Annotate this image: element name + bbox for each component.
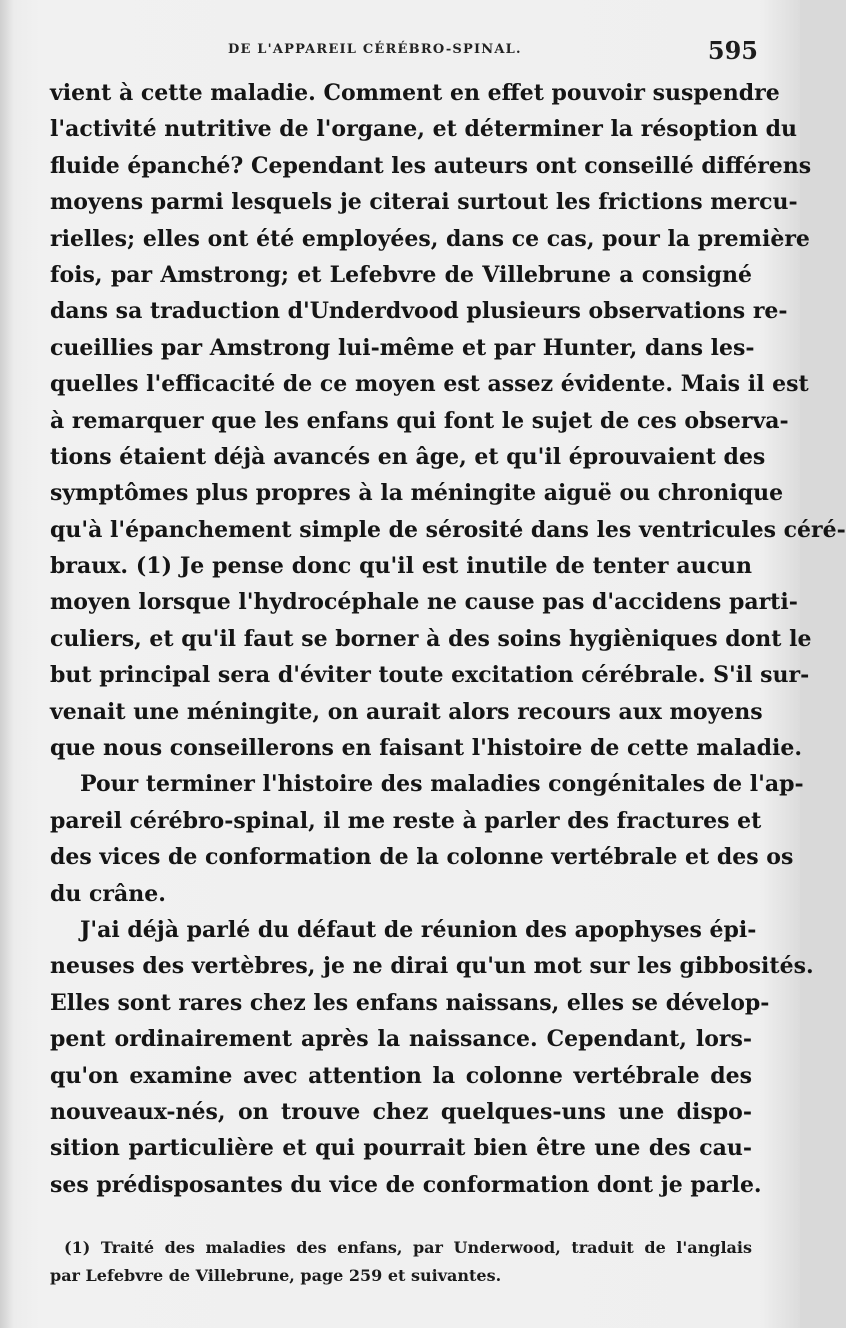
text-line: nouveaux-nés, on trouve chez quelques-uns une dispo- bbox=[50, 1098, 752, 1125]
text-line: Pour terminer l'histoire des maladies congénitales de l'ap- bbox=[80, 771, 804, 798]
text-line: vient à cette maladie. Comment en effet pouvoir suspendre bbox=[50, 80, 780, 106]
text-line: qu'à l'épanchement simple de sérosité dans les ventricules céré- bbox=[50, 516, 846, 543]
text-line: fois, par Amstrong; et Lefebvre de Villebrune a consigné bbox=[50, 261, 752, 288]
text-line: du crâne. bbox=[50, 880, 166, 907]
text-line: sition particulière et qui pourrait bien être une des cau- bbox=[50, 1135, 752, 1162]
text-line: pareil cérébro-spinal, il me reste à parler des fractures et bbox=[50, 807, 762, 834]
text-line: rielles; elles ont été employées, dans ce cas, pour la première bbox=[50, 225, 810, 252]
text-line: que nous conseillerons en faisant l'histoire de cette maladie. bbox=[50, 735, 802, 762]
text-line: J'ai déjà parlé du défaut de réunion des apophyses épi- bbox=[80, 916, 757, 943]
text-line: neuses des vertèbres, je ne dirai qu'un mot sur les gibbosités. bbox=[50, 953, 814, 980]
text-line: Elles sont rares chez les enfans naissans, elles se dévelop- bbox=[50, 989, 770, 1016]
text-line: cueillies par Amstrong lui-même et par Hunter, dans les- bbox=[50, 334, 755, 361]
running-head: DE L'APPAREIL CÉRÉBRO-SPINAL. bbox=[228, 42, 522, 57]
text-line: symptômes plus propres à la méningite aiguë ou chronique bbox=[50, 480, 784, 507]
page-number: 595 bbox=[707, 36, 758, 65]
text-line: quelles l'efficacité de ce moyen est assez évidente. Mais il est bbox=[50, 371, 809, 398]
footnote-line: (1) Traité des maladies des enfans, par Underwood, traduit de l'anglais bbox=[64, 1238, 752, 1257]
text-line: tions étaient déjà avancés en âge, et qu'il éprouvaient des bbox=[50, 443, 766, 470]
text-line: culiers, et qu'il faut se borner à des soins hygièniques dont le bbox=[50, 625, 812, 652]
page-header bbox=[50, 34, 762, 68]
text-line: venait une méningite, on aurait alors recours aux moyens bbox=[50, 698, 763, 725]
text-line: moyen lorsque l'hydrocéphale ne cause pas d'accidens parti- bbox=[50, 589, 798, 616]
text-line: moyens parmi lesquels je citerai surtout les frictions mercu- bbox=[50, 189, 798, 216]
footnotes bbox=[50, 1234, 752, 1290]
text-line: but principal sera d'éviter toute excitation cérébrale. S'il sur- bbox=[50, 662, 810, 689]
text-line: des vices de conformation de la colonne vertébrale et des os bbox=[50, 844, 794, 871]
body-text bbox=[50, 75, 846, 1203]
text-line: pent ordinairement après la naissance. Cependant, lors- bbox=[50, 1026, 752, 1053]
text-line: dans sa traduction d'Underdvood plusieurs observations re- bbox=[50, 298, 788, 325]
text-line: fluide épanché? Cependant les auteurs ont conseillé différens bbox=[50, 152, 812, 179]
text-line: ses prédisposantes du vice de conformation dont je parle. bbox=[50, 1171, 762, 1198]
text-line: à remarquer que les enfans qui font le sujet de ces observa- bbox=[50, 407, 789, 434]
text-line: braux. (1) Je pense donc qu'il est inutile de tenter aucun bbox=[50, 553, 752, 580]
footnote-line: par Lefebvre de Villebrune, page 259 et suivantes. bbox=[50, 1266, 502, 1285]
text-line: qu'on examine avec attention la colonne vertébrale des bbox=[50, 1062, 752, 1089]
text-line: l'activité nutritive de l'organe, et déterminer la résoption du bbox=[50, 116, 797, 143]
